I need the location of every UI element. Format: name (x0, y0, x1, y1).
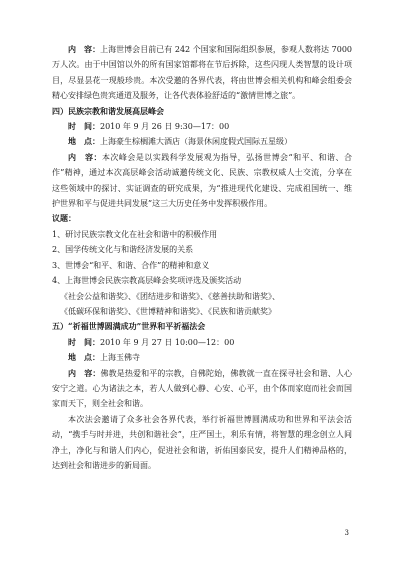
place-line (52, 134, 352, 149)
time-line (52, 119, 352, 134)
section-heading: 四）民族宗教和谐发展高层峰会 (52, 105, 164, 116)
content-label: 内 容： (68, 367, 101, 378)
content-paragraph (52, 150, 352, 212)
time-label: 时 间： (68, 121, 100, 132)
content-text: 上海世博会目前已有 242 个国家和国际组织参展，参观人数将达 7000 万人次。由于中国馆以外的所有国家馆都将在节后拆除，这些闪现人类智慧的设计项目，尽显昙花一现般珍贵。本次受邀的各界代表，将由世博会相关机构和峰会组委会精心安排绿色贵宾通道及服务，让各代表体验舒适的“激情世博之旅”。 (52, 45, 352, 101)
section-heading: 五）“祈福世博圆满成功”世界和平祈福法会 (52, 321, 206, 332)
place-value: 上海豪生棕榈滩大酒店（海景休闲度假式国际五星级） (100, 137, 292, 147)
topic-item: 2、国学传统文化与和谐经济发展的关系 (52, 245, 194, 255)
topic-item: 1、研讨民族宗教文化在社会和谐中的积极作用 (52, 229, 218, 239)
place-label: 地 点： (68, 352, 100, 363)
content-label: 内 容： (68, 151, 102, 162)
time-value: 2010 年 9 月 26 日 9:30—17：00 (100, 122, 230, 132)
time-label: 时 间： (68, 336, 100, 347)
topic-item: 3、世博会“和平、和谐、合作”的精神和意义 (52, 260, 210, 270)
place-line (52, 350, 352, 365)
closing-paragraph: 本次法会邀请了众多社会各界代表，举行祈福世博圆满成功和世界和平法会活动，“携手与时并进，共创和谐社会”，庄严国土，利乐有情，将智慧的理念创立人间净土，净化与和谐人们内心，促进社会和谐，祈佑国泰民安，提升人们精神品格的，达到社会和谐进步的新局面。 (52, 414, 352, 470)
page-number: 3 (344, 529, 349, 537)
document-body (52, 42, 352, 473)
content-text: 本次峰会是以实践科学发展观为指导，弘扬世博会“和平、和谐、合作”精神，通过本次高层峰会活动诚邀传统文化、民族、宗教权威人士交流，分享在这些领域中的探讨、实证调查的研究成果，为“推进现代化建设、完成祖国统一、维护世界和平与促进共同发展”这三大历史任务中发挥积极作用。 (52, 152, 353, 209)
intro-content-paragraph (52, 42, 352, 104)
place-value: 上海玉佛寺 (100, 353, 140, 363)
awards-line: 《低碳环保和谐奖》、《世博精神和谐奖》、《民族和谐贡献奖》 (60, 306, 276, 316)
topic-item: 4、上海世博会民族宗教高层峰会奖项评选及颁奖活动 (52, 276, 242, 286)
awards-line: 《社会公益和谐奖》、《团结进步和谐奖》、《慈善扶助和谐奖》、 (60, 291, 280, 301)
place-label: 地 点： (68, 136, 100, 147)
content-text: 佛教是热爱和平的宗教，自佛陀始，佛教就一直在探寻社会和谐、人心安宁之道。心为诸法之本，若人人做到心静、心安、心平，由个体而家庭而社会而国家而天下，则全社会和谐。 (52, 368, 353, 409)
time-line (52, 335, 352, 350)
time-value: 2010 年 9 月 27 日 10:00—12：00 (100, 337, 235, 347)
content-paragraph (52, 366, 352, 412)
content-label: 内 容： (68, 44, 101, 54)
topics-label: 议题： (52, 213, 76, 224)
